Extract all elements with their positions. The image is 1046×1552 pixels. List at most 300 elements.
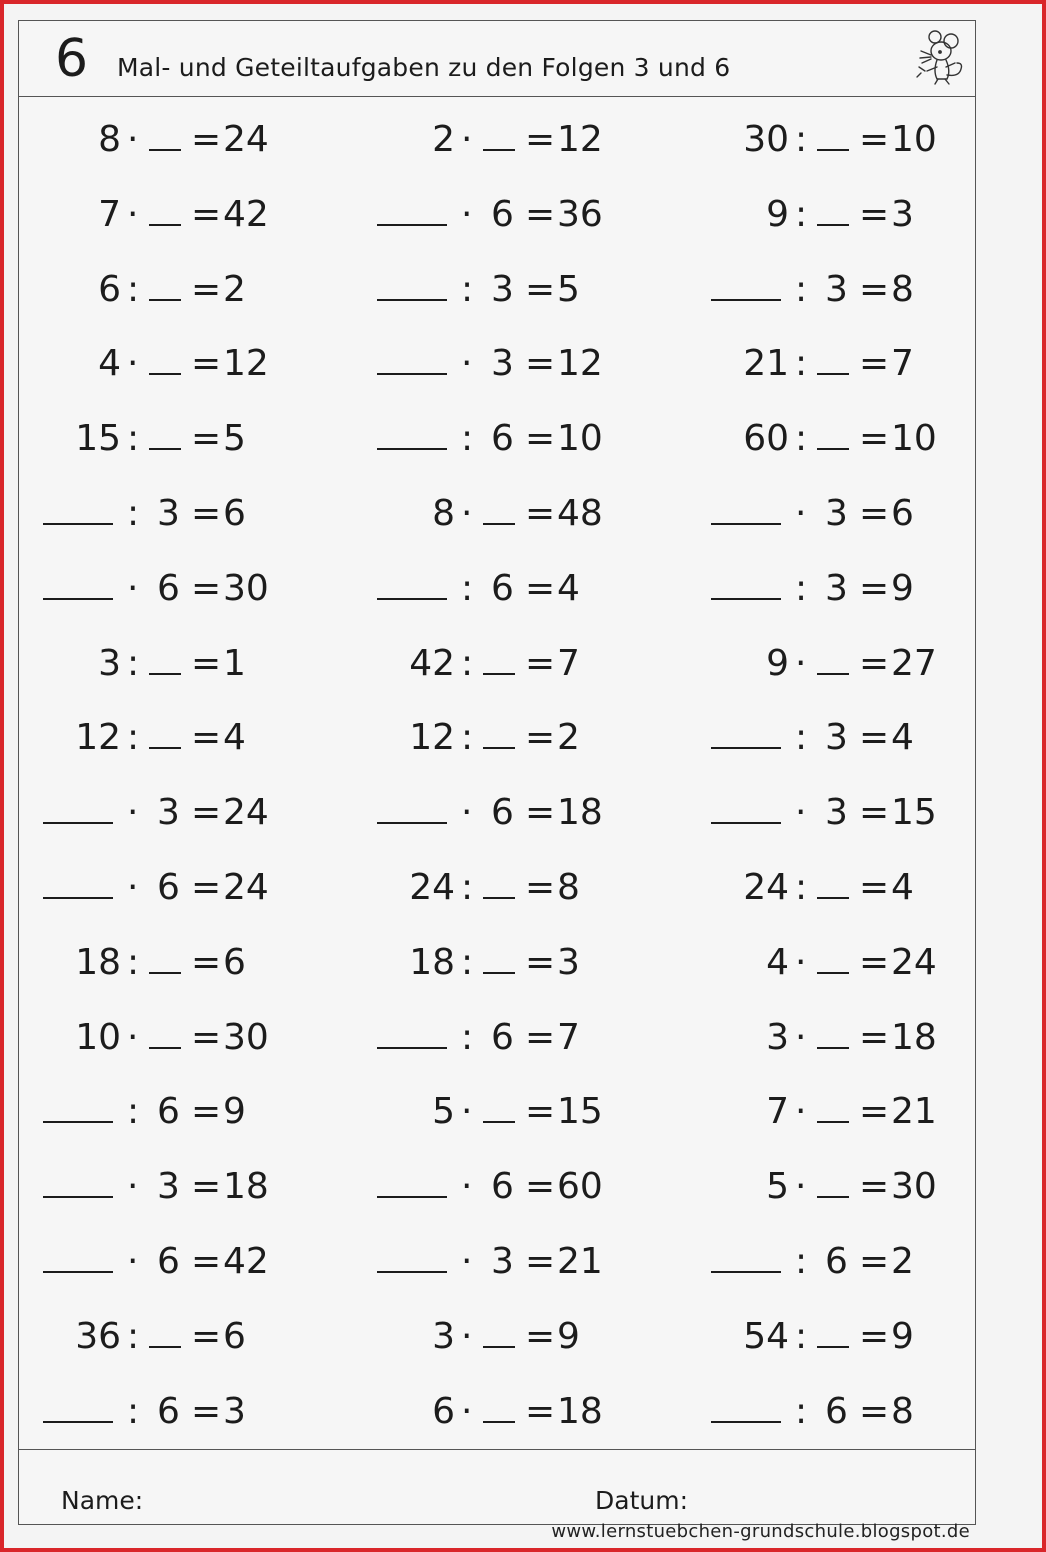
answer-blank[interactable] xyxy=(483,489,515,525)
operator-sign: · xyxy=(127,568,139,609)
first-operand: 12 xyxy=(409,717,455,758)
operator-sign: · xyxy=(795,792,807,833)
operator-sign: · xyxy=(461,194,473,235)
first-operand: 6 xyxy=(432,1391,455,1432)
answer-blank[interactable] xyxy=(711,489,781,525)
second-operand: 6 xyxy=(491,418,514,459)
operator-sign: · xyxy=(127,343,139,384)
operator-sign: : xyxy=(461,942,474,983)
exercise-row xyxy=(707,564,1037,614)
first-operand: 3 xyxy=(766,1017,789,1058)
result-value: 3 xyxy=(557,942,580,983)
operator-sign: · xyxy=(127,1017,139,1058)
exercise-row xyxy=(39,1087,369,1137)
equals-sign: = xyxy=(191,119,222,160)
result-value: 4 xyxy=(891,867,914,908)
equals-sign: = xyxy=(525,1391,556,1432)
exercise-row xyxy=(373,938,703,988)
answer-blank[interactable] xyxy=(43,1237,113,1273)
exercise-row xyxy=(373,414,703,464)
exercise-row xyxy=(39,190,369,240)
exercise-row xyxy=(707,1013,1037,1063)
equals-sign: = xyxy=(859,1017,890,1058)
second-operand: 6 xyxy=(491,792,514,833)
operator-sign: · xyxy=(461,343,473,384)
exercise-row xyxy=(373,1087,703,1137)
operator-sign: : xyxy=(795,1241,808,1282)
exercise-row xyxy=(373,265,703,315)
exercise-row xyxy=(707,938,1037,988)
result-value: 18 xyxy=(891,1017,937,1058)
first-operand: 18 xyxy=(75,942,121,983)
result-value: 5 xyxy=(557,269,580,310)
result-value: 6 xyxy=(223,1316,246,1357)
result-value: 10 xyxy=(891,119,937,160)
result-value: 36 xyxy=(557,194,603,235)
result-value: 60 xyxy=(557,1166,603,1207)
operator-sign: · xyxy=(127,1241,139,1282)
answer-blank[interactable] xyxy=(711,788,781,824)
exercise-row xyxy=(373,1162,703,1212)
answer-blank[interactable] xyxy=(817,1312,849,1348)
second-operand: 6 xyxy=(157,1391,180,1432)
first-operand: 3 xyxy=(98,643,121,684)
first-operand: 18 xyxy=(409,942,455,983)
operator-sign: : xyxy=(795,119,808,160)
equals-sign: = xyxy=(859,1391,890,1432)
answer-blank[interactable] xyxy=(711,1387,781,1423)
first-operand: 8 xyxy=(98,119,121,160)
answer-blank[interactable] xyxy=(711,713,781,749)
answer-blank[interactable] xyxy=(43,1387,113,1423)
result-value: 6 xyxy=(223,942,246,983)
exercise-row xyxy=(39,713,369,763)
equals-sign: = xyxy=(859,1241,890,1282)
exercise-row xyxy=(39,1312,369,1362)
second-operand: 3 xyxy=(825,269,848,310)
answer-blank[interactable] xyxy=(483,938,515,974)
exercise-row xyxy=(707,713,1037,763)
operator-sign: : xyxy=(127,493,140,534)
equals-sign: = xyxy=(525,717,556,758)
answer-blank[interactable] xyxy=(43,863,113,899)
second-operand: 6 xyxy=(491,1017,514,1058)
result-value: 7 xyxy=(557,1017,580,1058)
exercise-row xyxy=(707,414,1037,464)
answer-blank[interactable] xyxy=(483,1387,515,1423)
first-operand: 4 xyxy=(766,942,789,983)
result-value: 2 xyxy=(557,717,580,758)
equals-sign: = xyxy=(859,119,890,160)
equals-sign: = xyxy=(191,194,222,235)
result-value: 4 xyxy=(223,717,246,758)
operator-sign: : xyxy=(127,418,140,459)
equals-sign: = xyxy=(859,792,890,833)
answer-blank[interactable] xyxy=(711,1237,781,1273)
equals-sign: = xyxy=(859,343,890,384)
mouse-icon xyxy=(909,27,967,87)
second-operand: 3 xyxy=(825,493,848,534)
second-operand: 3 xyxy=(157,1166,180,1207)
answer-blank[interactable] xyxy=(483,713,515,749)
operator-sign: : xyxy=(461,1017,474,1058)
equals-sign: = xyxy=(859,717,890,758)
answer-blank[interactable] xyxy=(817,938,849,974)
result-value: 12 xyxy=(557,119,603,160)
answer-blank[interactable] xyxy=(483,1087,515,1123)
operator-sign: : xyxy=(795,194,808,235)
equals-sign: = xyxy=(525,643,556,684)
result-value: 24 xyxy=(223,867,269,908)
equals-sign: = xyxy=(859,942,890,983)
result-value: 30 xyxy=(223,1017,269,1058)
answer-blank[interactable] xyxy=(817,863,849,899)
exercise-row xyxy=(39,1162,369,1212)
result-value: 6 xyxy=(223,493,246,534)
equals-sign: = xyxy=(859,194,890,235)
answer-blank[interactable] xyxy=(817,1087,849,1123)
result-value: 18 xyxy=(557,1391,603,1432)
answer-blank[interactable] xyxy=(149,1013,181,1049)
first-operand: 60 xyxy=(743,418,789,459)
result-value: 12 xyxy=(557,343,603,384)
answer-blank[interactable] xyxy=(817,115,849,151)
result-value: 7 xyxy=(891,343,914,384)
equals-sign: = xyxy=(859,1091,890,1132)
worksheet-footer xyxy=(19,1449,975,1524)
operator-sign: : xyxy=(461,568,474,609)
result-value: 9 xyxy=(891,568,914,609)
result-value: 30 xyxy=(891,1166,937,1207)
second-operand: 6 xyxy=(157,1241,180,1282)
operator-sign: · xyxy=(461,792,473,833)
equals-sign: = xyxy=(859,269,890,310)
answer-blank[interactable] xyxy=(711,564,781,600)
exercise-row xyxy=(39,265,369,315)
result-value: 27 xyxy=(891,643,937,684)
operator-sign: · xyxy=(127,119,139,160)
result-value: 15 xyxy=(891,792,937,833)
result-value: 18 xyxy=(223,1166,269,1207)
result-value: 24 xyxy=(223,792,269,833)
equals-sign: = xyxy=(859,418,890,459)
equals-sign: = xyxy=(525,1091,556,1132)
operator-sign: : xyxy=(795,1391,808,1432)
operator-sign: · xyxy=(795,1017,807,1058)
exercise-row xyxy=(39,639,369,689)
first-operand: 3 xyxy=(432,1316,455,1357)
exercise-row xyxy=(39,1013,369,1063)
answer-blank[interactable] xyxy=(377,1162,447,1198)
first-operand: 5 xyxy=(766,1166,789,1207)
exercise-row xyxy=(39,938,369,988)
equals-sign: = xyxy=(859,568,890,609)
answer-blank[interactable] xyxy=(817,639,849,675)
first-operand: 10 xyxy=(75,1017,121,1058)
exercise-row xyxy=(39,788,369,838)
operator-sign: · xyxy=(127,867,139,908)
exercise-row xyxy=(373,788,703,838)
exercise-row xyxy=(373,863,703,913)
exercise-row xyxy=(373,1387,703,1437)
equals-sign: = xyxy=(191,942,222,983)
equals-sign: = xyxy=(191,1316,222,1357)
worksheet-number: 6 xyxy=(55,29,89,89)
exercise-row xyxy=(373,339,703,389)
result-value: 15 xyxy=(557,1091,603,1132)
operator-sign: · xyxy=(461,1091,473,1132)
equals-sign: = xyxy=(525,194,556,235)
equals-sign: = xyxy=(191,1091,222,1132)
second-operand: 3 xyxy=(825,792,848,833)
answer-blank[interactable] xyxy=(149,639,181,675)
answer-blank[interactable] xyxy=(149,414,181,450)
answer-blank[interactable] xyxy=(817,1162,849,1198)
operator-sign: · xyxy=(461,1316,473,1357)
second-operand: 3 xyxy=(491,1241,514,1282)
result-value: 5 xyxy=(223,418,246,459)
operator-sign: · xyxy=(461,1391,473,1432)
answer-blank[interactable] xyxy=(817,414,849,450)
first-operand: 54 xyxy=(743,1316,789,1357)
result-value: 30 xyxy=(223,568,269,609)
result-value: 42 xyxy=(223,1241,269,1282)
operator-sign: · xyxy=(127,194,139,235)
result-value: 7 xyxy=(557,643,580,684)
answer-blank[interactable] xyxy=(43,564,113,600)
result-value: 1 xyxy=(223,643,246,684)
answer-blank[interactable] xyxy=(377,265,447,301)
equals-sign: = xyxy=(191,1017,222,1058)
answer-blank[interactable] xyxy=(483,1312,515,1348)
second-operand: 6 xyxy=(825,1391,848,1432)
equals-sign: = xyxy=(525,568,556,609)
second-operand: 3 xyxy=(491,269,514,310)
result-value: 4 xyxy=(557,568,580,609)
equals-sign: = xyxy=(191,1166,222,1207)
operator-sign: · xyxy=(795,493,807,534)
operator-sign: : xyxy=(127,942,140,983)
operator-sign: : xyxy=(127,1091,140,1132)
operator-sign: : xyxy=(795,867,808,908)
first-operand: 24 xyxy=(409,867,455,908)
result-value: 8 xyxy=(557,867,580,908)
first-operand: 4 xyxy=(98,343,121,384)
operator-sign: : xyxy=(795,717,808,758)
second-operand: 6 xyxy=(491,568,514,609)
second-operand: 3 xyxy=(157,493,180,534)
result-value: 10 xyxy=(891,418,937,459)
answer-blank[interactable] xyxy=(377,1237,447,1273)
result-value: 12 xyxy=(223,343,269,384)
equals-sign: = xyxy=(525,493,556,534)
equals-sign: = xyxy=(525,343,556,384)
second-operand: 3 xyxy=(157,792,180,833)
second-operand: 3 xyxy=(491,343,514,384)
exercise-row xyxy=(373,564,703,614)
date-label: Datum: xyxy=(595,1486,688,1515)
answer-blank[interactable] xyxy=(149,1312,181,1348)
exercise-row xyxy=(707,1312,1037,1362)
result-value: 8 xyxy=(891,269,914,310)
exercise-row xyxy=(39,115,369,165)
operator-sign: : xyxy=(127,1391,140,1432)
answer-blank[interactable] xyxy=(377,414,447,450)
operator-sign: : xyxy=(795,568,808,609)
equals-sign: = xyxy=(525,1241,556,1282)
equals-sign: = xyxy=(191,568,222,609)
answer-blank[interactable] xyxy=(377,339,447,375)
exercise-row xyxy=(707,863,1037,913)
equals-sign: = xyxy=(525,942,556,983)
answer-blank[interactable] xyxy=(817,190,849,226)
result-value: 3 xyxy=(891,194,914,235)
worksheet-header xyxy=(19,21,975,97)
answer-blank[interactable] xyxy=(377,1013,447,1049)
result-value: 8 xyxy=(891,1391,914,1432)
exercise-row xyxy=(707,1237,1037,1287)
result-value: 48 xyxy=(557,493,603,534)
first-operand: 7 xyxy=(98,194,121,235)
operator-sign: · xyxy=(127,792,139,833)
answer-blank[interactable] xyxy=(43,788,113,824)
answer-blank[interactable] xyxy=(817,339,849,375)
answer-blank[interactable] xyxy=(149,339,181,375)
result-value: 24 xyxy=(223,119,269,160)
answer-blank[interactable] xyxy=(149,265,181,301)
exercise-row xyxy=(373,489,703,539)
equals-sign: = xyxy=(191,867,222,908)
exercise-row xyxy=(707,265,1037,315)
answer-blank[interactable] xyxy=(377,564,447,600)
exercise-row xyxy=(707,1087,1037,1137)
second-operand: 6 xyxy=(825,1241,848,1282)
second-operand: 6 xyxy=(491,1166,514,1207)
equals-sign: = xyxy=(191,418,222,459)
answer-blank[interactable] xyxy=(817,1013,849,1049)
result-value: 18 xyxy=(557,792,603,833)
exercise-row xyxy=(707,190,1037,240)
exercise-row xyxy=(39,1387,369,1437)
result-value: 9 xyxy=(223,1091,246,1132)
exercise-row xyxy=(373,713,703,763)
second-operand: 6 xyxy=(157,867,180,908)
operator-sign: : xyxy=(795,269,808,310)
source-url: www.lernstuebchen-grundschule.blogspot.de xyxy=(551,1521,970,1542)
exercise-row xyxy=(39,489,369,539)
exercise-row xyxy=(373,190,703,240)
exercise-row xyxy=(707,489,1037,539)
equals-sign: = xyxy=(191,643,222,684)
equals-sign: = xyxy=(525,119,556,160)
exercise-row xyxy=(707,339,1037,389)
answer-blank[interactable] xyxy=(483,115,515,151)
answer-blank[interactable] xyxy=(149,115,181,151)
equals-sign: = xyxy=(525,1166,556,1207)
answer-blank[interactable] xyxy=(149,190,181,226)
first-operand: 7 xyxy=(766,1091,789,1132)
operator-sign: : xyxy=(127,1316,140,1357)
result-value: 42 xyxy=(223,194,269,235)
exercise-row xyxy=(39,564,369,614)
first-operand: 9 xyxy=(766,194,789,235)
answer-blank[interactable] xyxy=(377,190,447,226)
operator-sign: · xyxy=(795,942,807,983)
equals-sign: = xyxy=(191,717,222,758)
answer-blank[interactable] xyxy=(711,265,781,301)
operator-sign: : xyxy=(461,269,474,310)
result-value: 6 xyxy=(891,493,914,534)
first-operand: 30 xyxy=(743,119,789,160)
operator-sign: : xyxy=(795,1316,808,1357)
exercise-row xyxy=(373,1013,703,1063)
answer-blank[interactable] xyxy=(377,788,447,824)
second-operand: 6 xyxy=(157,1091,180,1132)
operator-sign: : xyxy=(127,643,140,684)
answer-blank[interactable] xyxy=(149,938,181,974)
operator-sign: · xyxy=(461,493,473,534)
result-value: 24 xyxy=(891,942,937,983)
answer-blank[interactable] xyxy=(483,639,515,675)
answer-blank[interactable] xyxy=(483,863,515,899)
equals-sign: = xyxy=(191,1241,222,1282)
equals-sign: = xyxy=(525,269,556,310)
answer-blank[interactable] xyxy=(149,713,181,749)
exercise-row xyxy=(39,414,369,464)
result-value: 21 xyxy=(891,1091,937,1132)
answer-blank[interactable] xyxy=(43,1162,113,1198)
operator-sign: : xyxy=(127,269,140,310)
exercise-row xyxy=(373,1237,703,1287)
name-label: Name: xyxy=(61,1486,144,1515)
worksheet xyxy=(18,20,976,1525)
result-value: 3 xyxy=(223,1391,246,1432)
second-operand: 6 xyxy=(157,568,180,609)
equals-sign: = xyxy=(191,1391,222,1432)
equals-sign: = xyxy=(191,269,222,310)
answer-blank[interactable] xyxy=(43,489,113,525)
equals-sign: = xyxy=(859,867,890,908)
result-value: 2 xyxy=(891,1241,914,1282)
operator-sign: : xyxy=(461,717,474,758)
result-value: 10 xyxy=(557,418,603,459)
operator-sign: : xyxy=(795,418,808,459)
operator-sign: · xyxy=(461,1166,473,1207)
first-operand: 24 xyxy=(743,867,789,908)
result-value: 4 xyxy=(891,717,914,758)
exercise-row xyxy=(373,639,703,689)
exercise-row xyxy=(707,1162,1037,1212)
equals-sign: = xyxy=(859,1316,890,1357)
equals-sign: = xyxy=(525,418,556,459)
exercise-row xyxy=(39,339,369,389)
answer-blank[interactable] xyxy=(43,1087,113,1123)
first-operand: 8 xyxy=(432,493,455,534)
first-operand: 12 xyxy=(75,717,121,758)
operator-sign: · xyxy=(127,1166,139,1207)
exercise-row xyxy=(39,863,369,913)
equals-sign: = xyxy=(525,867,556,908)
second-operand: 3 xyxy=(825,568,848,609)
worksheet-title: Mal- und Geteiltaufgaben zu den Folgen 3 und 6 xyxy=(117,53,731,82)
equals-sign: = xyxy=(859,1166,890,1207)
first-operand: 15 xyxy=(75,418,121,459)
result-value: 2 xyxy=(223,269,246,310)
first-operand: 36 xyxy=(75,1316,121,1357)
exercise-row xyxy=(39,1237,369,1287)
equals-sign: = xyxy=(525,792,556,833)
operator-sign: : xyxy=(795,343,808,384)
